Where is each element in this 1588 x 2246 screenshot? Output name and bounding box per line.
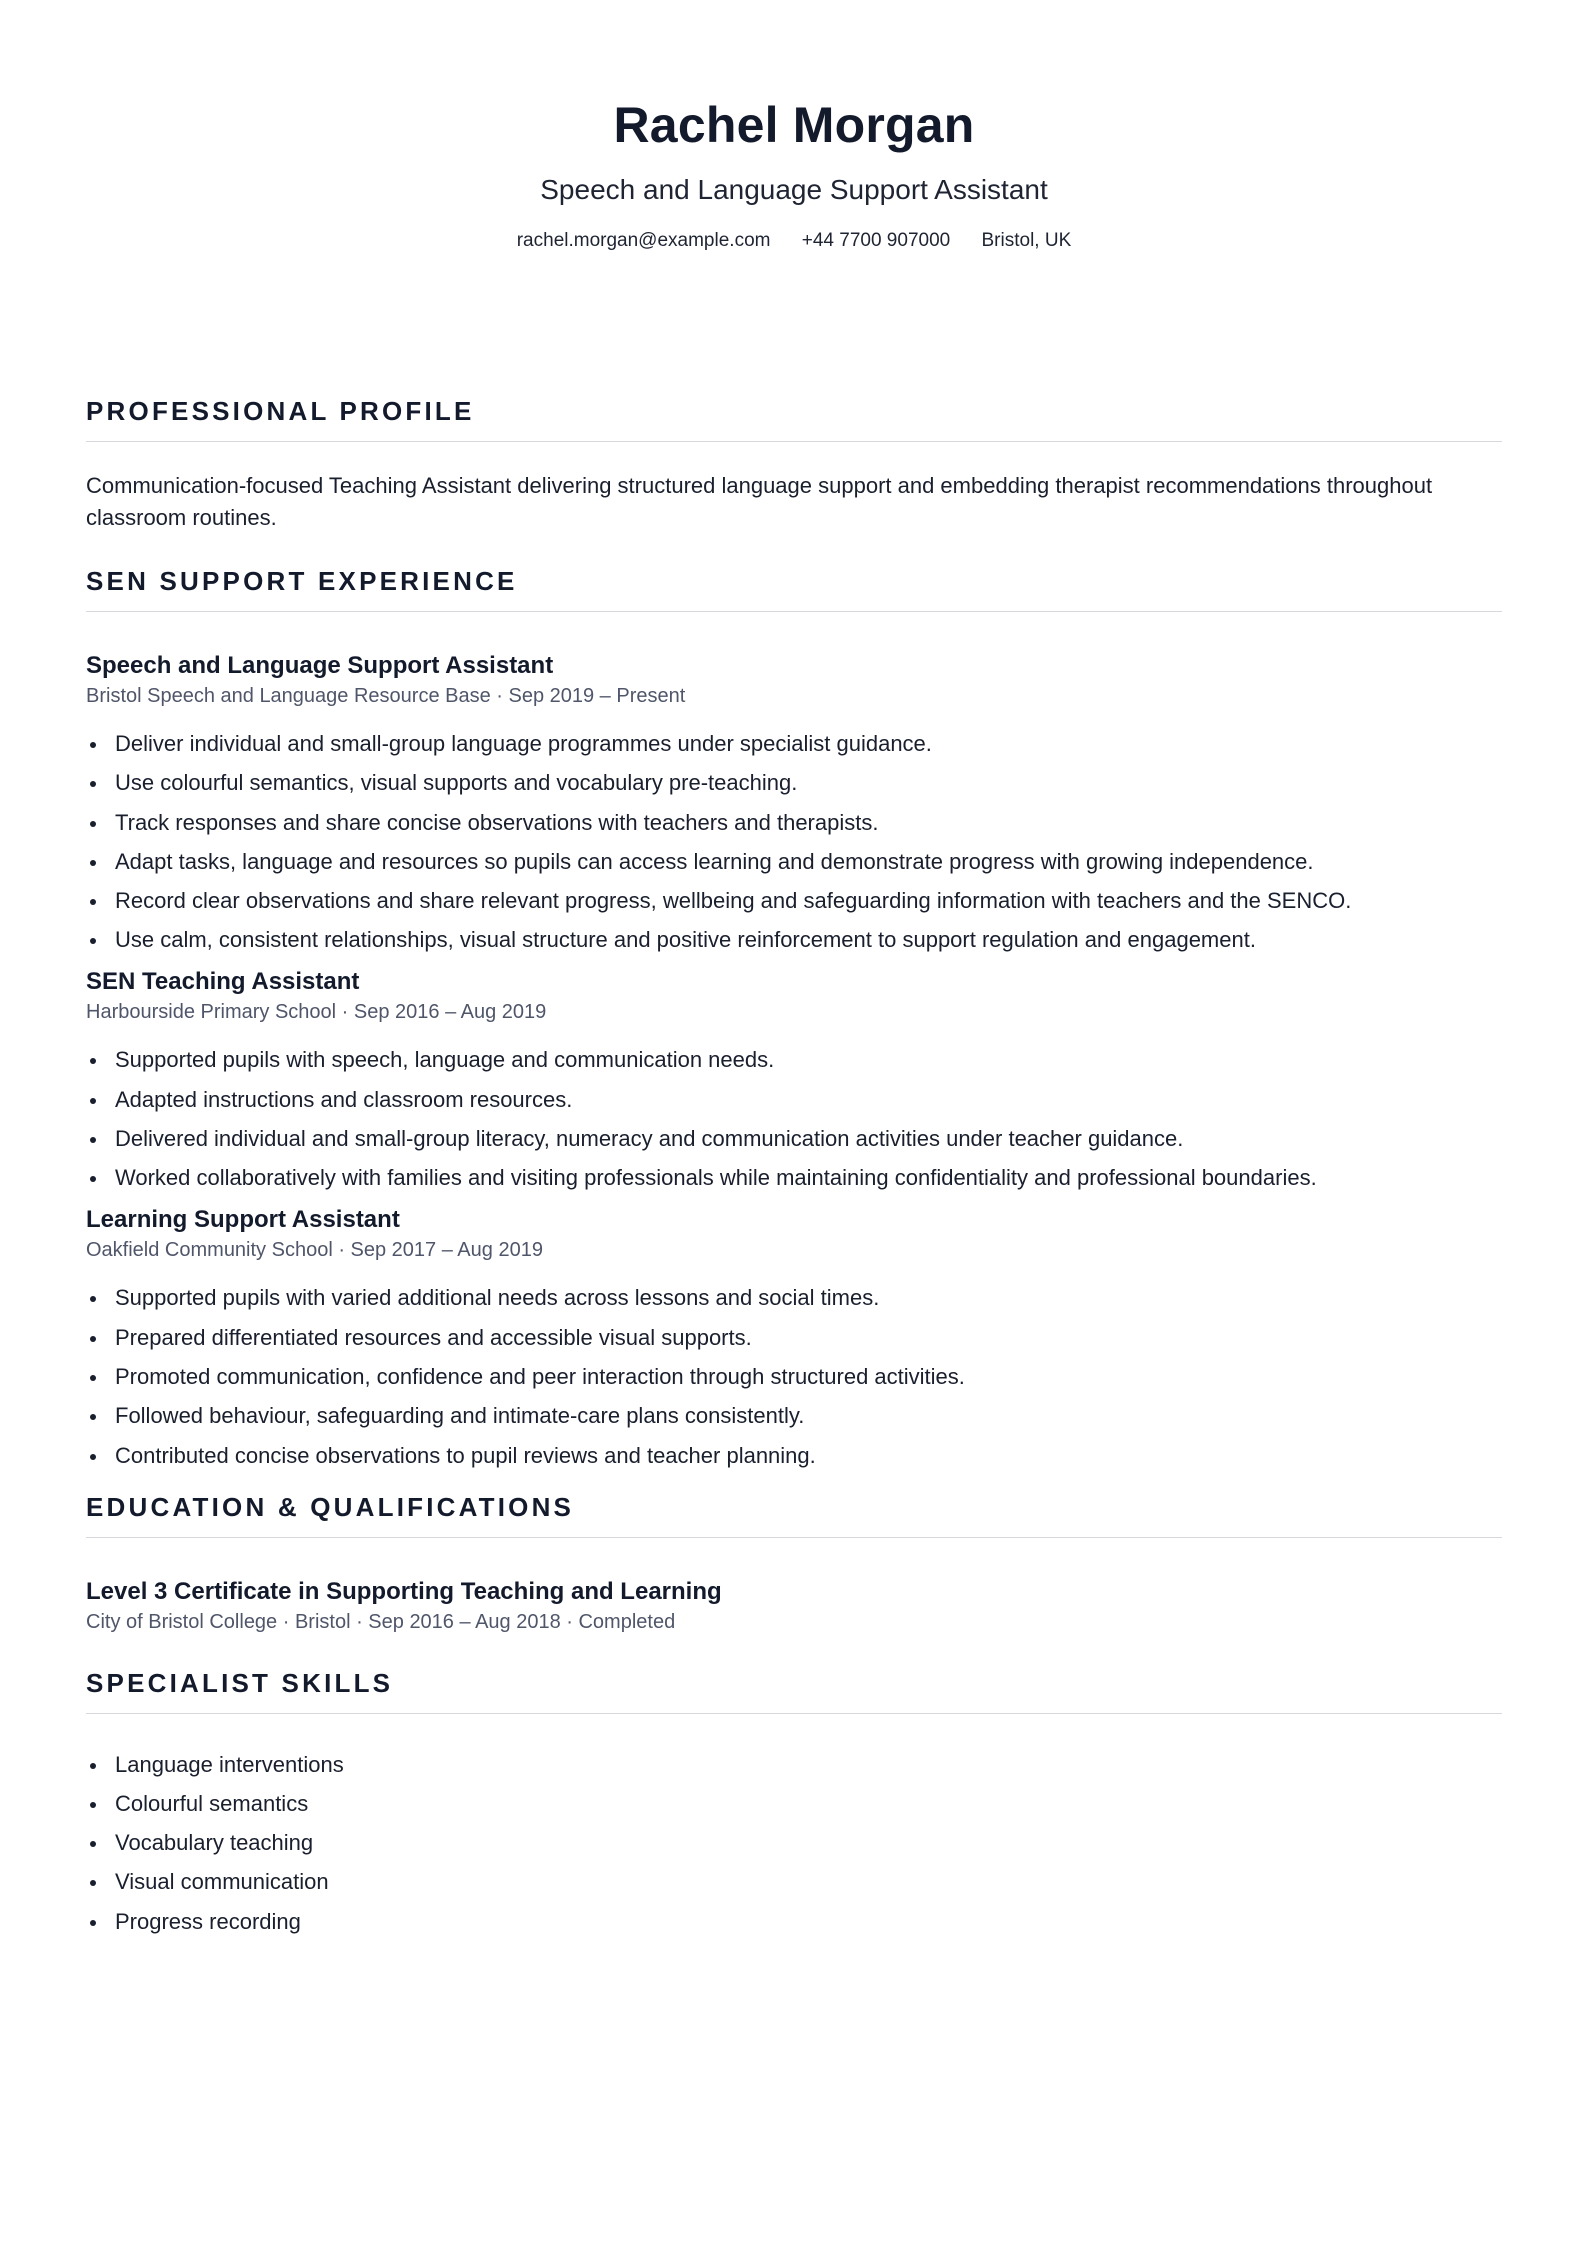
list-item: Vocabulary teaching (86, 1829, 1502, 1857)
list-item: Contributed concise observations to pupil reviews and teacher planning. (86, 1442, 1502, 1470)
contact-location: Bristol, UK (981, 230, 1072, 251)
job-entry (86, 967, 1502, 1192)
resume-header (86, 0, 1502, 253)
contact-email: rachel.morgan@example.com (516, 230, 771, 251)
list-item: Adapt tasks, language and resources so pupils can access learning and demonstrate progress with growing independence. (86, 848, 1502, 876)
list-item: Supported pupils with varied additional needs across lessons and social times. (86, 1284, 1502, 1312)
education-heading: EDUCATION & QUALIFICATIONS (86, 1491, 1502, 1538)
list-item: Delivered individual and small-group literacy, numeracy and communication activities under teacher guidance. (86, 1125, 1502, 1153)
profile-text: Communication-focused Teaching Assistant delivering structured language support and embedding therapist recommendations throughout classroom routines. (86, 473, 1433, 530)
candidate-title: Speech and Language Support Assistant (540, 174, 1048, 205)
list-item: Track responses and share concise observations with teachers and therapists. (86, 809, 1502, 837)
profile-section (86, 395, 1502, 534)
job-entry (86, 1205, 1502, 1469)
experience-section (86, 565, 1502, 1470)
list-item: Deliver individual and small-group language programmes under specialist guidance. (86, 730, 1502, 758)
list-item: Followed behaviour, safeguarding and intimate-care plans consistently. (86, 1402, 1502, 1430)
list-item: Use calm, consistent relationships, visual structure and positive reinforcement to support regulation and engagement. (86, 926, 1502, 954)
qualification-title: Level 3 Certificate in Supporting Teaching and Learning (86, 1577, 722, 1605)
profile-heading: PROFESSIONAL PROFILE (86, 395, 1502, 442)
job-title: SEN Teaching Assistant (86, 968, 360, 996)
job-entry (86, 651, 1502, 954)
list-item: Colourful semantics (86, 1790, 1502, 1818)
education-entry (86, 1577, 1502, 1636)
list-item: Adapted instructions and classroom resources. (86, 1086, 1502, 1114)
list-item: Promoted communication, confidence and peer interaction through structured activities. (86, 1363, 1502, 1391)
contact-line (86, 229, 1502, 253)
list-item: Visual communication (86, 1868, 1502, 1896)
skills-list (86, 1751, 1502, 1936)
list-item: Language interventions (86, 1751, 1502, 1779)
candidate-name: Rachel Morgan (613, 97, 975, 153)
job-meta: Bristol Speech and Language Resource Base · Sep 2019 – Present (86, 685, 686, 707)
job-bullets (86, 1284, 1502, 1469)
job-title: Speech and Language Support Assistant (86, 652, 554, 679)
skills-heading: SPECIALIST SKILLS (86, 1667, 1502, 1714)
job-bullets (86, 730, 1502, 954)
contact-phone: +44 7700 907000 (801, 230, 951, 251)
list-item: Use colourful semantics, visual supports and vocabulary pre-teaching. (86, 769, 1502, 797)
qualification-meta: City of Bristol College · Bristol · Sep 2016 – Aug 2018 · Completed (86, 1610, 676, 1633)
job-bullets (86, 1046, 1502, 1192)
list-item: Record clear observations and share relevant progress, wellbeing and safeguarding information with teachers and the SENCO. (86, 887, 1502, 915)
experience-heading: SEN SUPPORT EXPERIENCE (86, 565, 1502, 612)
list-item: Supported pupils with speech, language and communication needs. (86, 1046, 1502, 1074)
skills-section (86, 1667, 1502, 1936)
job-meta: Harbourside Primary School · Sep 2016 – Aug 2019 (86, 1001, 547, 1024)
education-section (86, 1491, 1502, 1636)
list-item: Progress recording (86, 1908, 1502, 1936)
list-item: Worked collaboratively with families and visiting professionals while maintaining confidentiality and professional boundaries. (86, 1164, 1502, 1192)
job-meta: Oakfield Community School · Sep 2017 – Aug 2019 (86, 1239, 543, 1262)
job-title: Learning Support Assistant (86, 1206, 400, 1234)
list-item: Prepared differentiated resources and accessible visual supports. (86, 1324, 1502, 1352)
